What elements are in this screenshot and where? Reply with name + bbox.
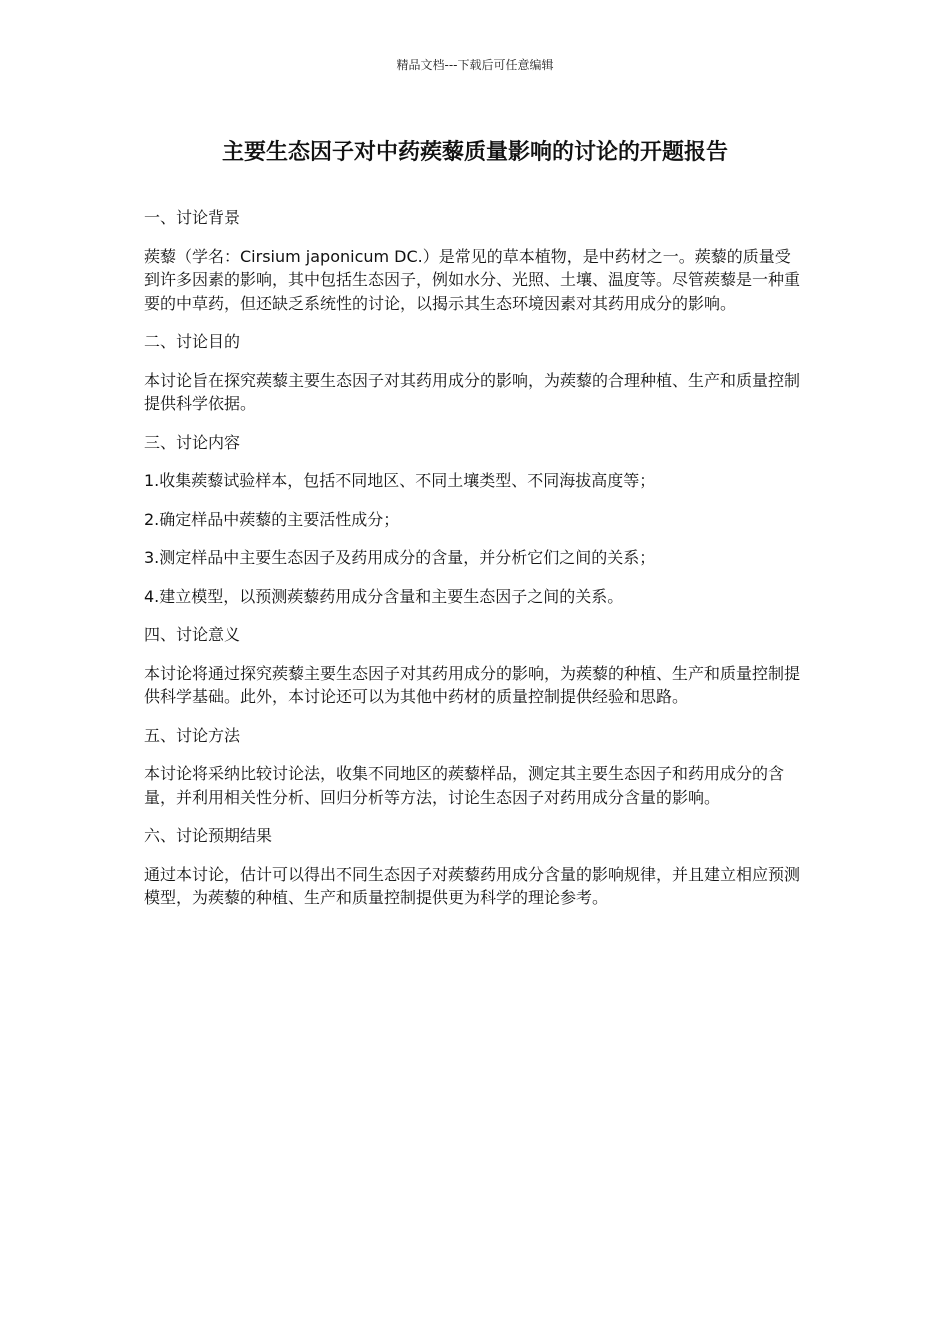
document-body: [144, 206, 806, 925]
list-item: 1.收集蒺藜试验样本，包括不同地区、不同土壤类型、不同海拔高度等；: [144, 471, 656, 490]
section-heading: 二、讨论目的: [144, 332, 241, 351]
list-item: 4.建立模型，以预测蒺藜药用成分含量和主要生态因子之间的关系。: [144, 586, 624, 606]
section-paragraph: 本讨论旨在探究蒺藜主要生态因子对其药用成分的影响，为蒺藜的合理种植、生产和质量控制提供科学依据。: [144, 370, 801, 413]
document-title: 主要生态因子对中药蒺藜质量影响的讨论的开题报告: [221, 140, 728, 165]
section-heading: 四、讨论意义: [144, 625, 241, 644]
list-item: 3.测定样品中主要生态因子及药用成分的含量，并分析它们之间的关系；: [144, 548, 656, 567]
section-paragraph: 蒺藜（学名：Cirsium japonicum DC.）是常见的草本植物，是中药材之一。蒺藜的质量受到许多因素的影响，其中包括生态因子，例如水分、光照、土壤、温度等。尽管蒺藜是一种重要的中草药，但还缺乏系统性的讨论，以揭示其生态环境因素对其药用成分的影响。: [144, 246, 801, 313]
list-item: 2.确定样品中蒺藜的主要活性成分；: [144, 509, 400, 529]
section-paragraph: 本讨论将采纳比较讨论法，收集不同地区的蒺藜样品，测定其主要生态因子和药用成分的含量，并利用相关性分析、回归分析等方法，讨论生态因子对药用成分含量的影响。: [144, 764, 785, 807]
section-heading: 六、讨论预期结果: [144, 826, 273, 845]
section-paragraph: 通过本讨论，估计可以得出不同生态因子对蒺藜药用成分含量的影响规律，并且建立相应预测模型，为蒺藜的种植、生产和质量控制提供更为科学的理论参考。: [144, 864, 801, 907]
section-paragraph: 本讨论将通过探究蒺藜主要生态因子对其药用成分的影响，为蒺藜的种植、生产和质量控制提供科学基础。此外，本讨论还可以为其他中药材的质量控制提供经验和思路。: [144, 663, 801, 706]
page-header-note: 精品文档---下载后可任意编辑: [396, 58, 554, 72]
section-heading: 一、讨论背景: [144, 208, 241, 227]
section-heading: 三、讨论内容: [144, 432, 241, 452]
section-heading: 五、讨论方法: [144, 725, 241, 745]
